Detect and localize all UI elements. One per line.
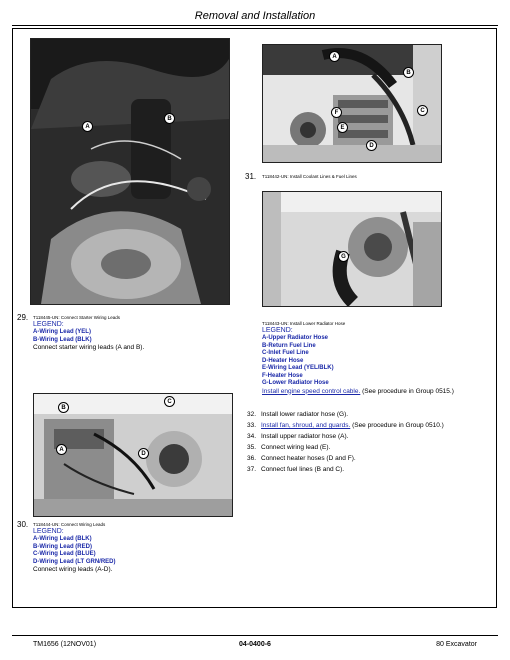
step-30-legend-a: A-Wiring Lead (BLK) [33,536,92,542]
callout-wiring-d: D [138,448,149,459]
callout-wiring-b: B [58,402,69,413]
photo-starter-wiring [30,38,230,305]
footer-model: 80 Excavator [436,641,477,648]
step-text: Connect heater hoses (D and F). [261,455,356,462]
callout-coolant-f: F [331,107,342,118]
step-row [247,444,472,452]
callout-coolant-b: B [403,67,414,78]
step-text: Install lower radiator hose (G). [261,411,349,418]
step-row [247,411,472,419]
step-row [247,466,472,474]
step-31-legend-title: LEGEND: [262,327,293,334]
step-row [247,422,472,430]
step-30-legend-title: LEGEND: [33,528,64,535]
step-30-legend-c: C-Wiring Lead (BLUE) [33,551,96,557]
step-31-caption: T118442-UN: Install Coolant Lines & Fuel Lines [262,174,357,179]
step-29-block [33,321,144,352]
step-text: Connect fuel lines (B and C). [261,466,345,473]
step-31-legend-g: G-Lower Radiator Hose [262,380,329,386]
callout-coolant-d: D [366,140,377,151]
step-text: Install upper radiator hose (A). [261,433,349,440]
step-29-caption: T118445-UN: Connect Starter Wiring Leads [33,315,120,320]
step-number: 36. [247,455,257,462]
photo-coolant-fuel-lines [262,44,442,163]
step-31-legend-c: C-Inlet Fuel Line [262,350,309,356]
step-31-block [262,327,477,396]
fan-shroud-guards-link[interactable]: Install fan, shroud, and guards. [261,422,351,429]
step-31-legend-a: A-Upper Radiator Hose [262,335,329,341]
step-29-legend-a: A-Wiring Lead (YEL) [33,329,91,335]
photo-lower-radiator-hose [262,191,442,307]
step-text-rest: (See procedure in Group 0510.) [350,422,444,429]
step-30-legend-d: D-Wiring Lead (LT GRN/RED) [33,558,116,565]
footer-rule [12,635,498,636]
header-rule [12,25,498,26]
step-31-legend-d: D-Heater Hose [262,357,304,364]
step-number: 32. [247,411,257,418]
step-31-number: 31. [245,172,257,181]
step-31-legend-e: E-Wiring Lead (YEL/BLK) [262,365,334,371]
step-30-caption: T118444-UN: Connect Wiring Leads [33,522,106,527]
step-30-block [33,528,116,574]
step-number: 37. [247,466,257,473]
step-29-legend-b: B-Wiring Lead (BLK) [33,336,92,343]
step-number: 33. [247,422,257,429]
callout-wiring-c: C [164,396,175,407]
footer-page-number: 04-0400-6 [239,641,271,648]
step-30-text: Connect wiring leads (A-D). [33,566,113,573]
step-text: Connect wiring lead (E). [261,444,331,451]
step-number: 34. [247,433,257,440]
step-29-text: Connect starter wiring leads (A and B). [33,344,145,351]
callout-radiator-g: G [338,251,349,262]
callout-coolant-c: C [417,105,428,116]
callout-starter-a: A [82,121,93,132]
step-30-number: 30. [17,520,29,529]
callout-starter-b: B [164,113,175,124]
step-31-legend-b: B-Return Fuel Line [262,342,316,349]
step-29-number: 29. [17,313,29,322]
step-number: 35. [247,444,257,451]
step-30-legend-b: B-Wiring Lead (RED) [33,543,92,550]
step-31-text-rest: (See procedure in Group 0515.) [360,387,454,395]
step-row [247,433,472,441]
step-text [261,422,444,430]
steps-list [247,411,472,477]
callout-coolant-a: A [329,51,340,62]
step-31-caption-2: T118443-UN: Install Lower Radiator Hose [262,321,346,326]
page-header-title: Removal and Installation [194,10,316,22]
callout-wiring-a: A [56,444,67,455]
step-row [247,455,472,463]
callout-coolant-e: E [337,122,348,133]
step-29-legend-title: LEGEND: [33,321,64,328]
engine-speed-cable-link[interactable]: Install engine speed control cable. [262,387,361,395]
step-31-text [262,388,477,396]
footer-doc-id: TM1656 (12NOV01) [33,641,97,648]
step-31-legend-f: F-Heater Hose [262,372,303,379]
